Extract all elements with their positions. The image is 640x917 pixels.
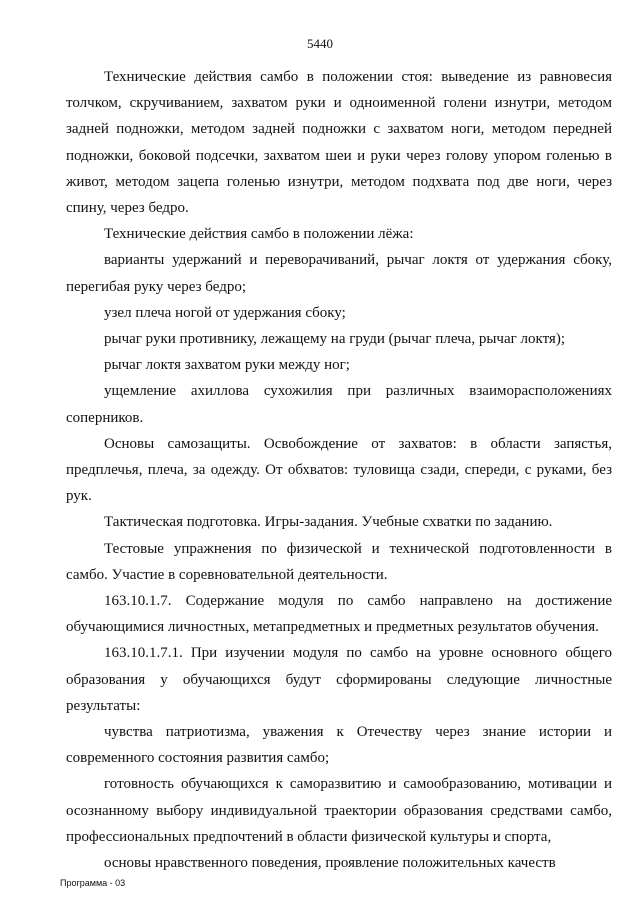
paragraph: рычаг локтя захватом руки между ног; bbox=[104, 357, 350, 374]
paragraph: узел плеча ногой от удержания сбоку; bbox=[104, 304, 346, 321]
paragraph: Технические действия самбо в положении стоя: выведение из равновесия толчком, скручиванием, захватом руки и одноименной голени изнутри, методом задней подножки, методом задней подножки с захватом ноги, методом передней подножки, боковой подсечки, захватом шеи и руки через голову упором голенью в живот, методом зацепа голенью изнутри, методом подхвата под две ноги, через спину, через бедро. bbox=[66, 69, 612, 217]
paragraph: варианты удержаний и переворачиваний, рычаг локтя от удержания сбоку, перегибая руку через бедро; bbox=[66, 252, 612, 295]
paragraph: 163.10.1.7. Содержание модуля по самбо направлено на достижение обучающимися личностных, метапредметных и предметных результатов обучения. bbox=[66, 593, 612, 636]
paragraph: рычаг руки противнику, лежащему на груди (рычаг плеча, рычаг локтя); bbox=[104, 331, 565, 348]
paragraph: Основы самозащиты. Освобождение от захватов: в области запястья, предплечья, плеча, за одежду. От обхватов: туловища сзади, спереди, с руками, без рук. bbox=[66, 435, 612, 505]
paragraph: ущемление ахиллова сухожилия при различных взаиморасположениях соперников. bbox=[66, 383, 612, 426]
page-number: 5440 bbox=[307, 36, 333, 51]
paragraph: 163.10.1.7.1. При изучении модуля по самбо на уровне основного общего образования у обучающихся будут сформированы следующие личностные результаты: bbox=[66, 645, 612, 714]
document-body bbox=[66, 64, 612, 876]
paragraph: Технические действия самбо в положении лёжа: bbox=[104, 226, 414, 243]
paragraph: Тестовые упражнения по физической и технической подготовленности в самбо. Участие в соревновательной деятельности. bbox=[66, 540, 612, 583]
paragraph: Тактическая подготовка. Игры-задания. Учебные схватки по заданию. bbox=[104, 514, 553, 531]
footer-label: Программа - 03 bbox=[60, 878, 126, 888]
paragraph: чувства патриотизма, уважения к Отечеству через знание истории и современного состояния развития самбо; bbox=[66, 724, 612, 767]
paragraph: готовность обучающихся к саморазвитию и самообразованию, мотивации и осознанному выбору индивидуальной траектории образования средствами самбо, профессиональных предпочтений в области физической культуры и спорта, bbox=[66, 776, 612, 845]
paragraph: основы нравственного поведения, проявление положительных качеств bbox=[104, 855, 556, 872]
